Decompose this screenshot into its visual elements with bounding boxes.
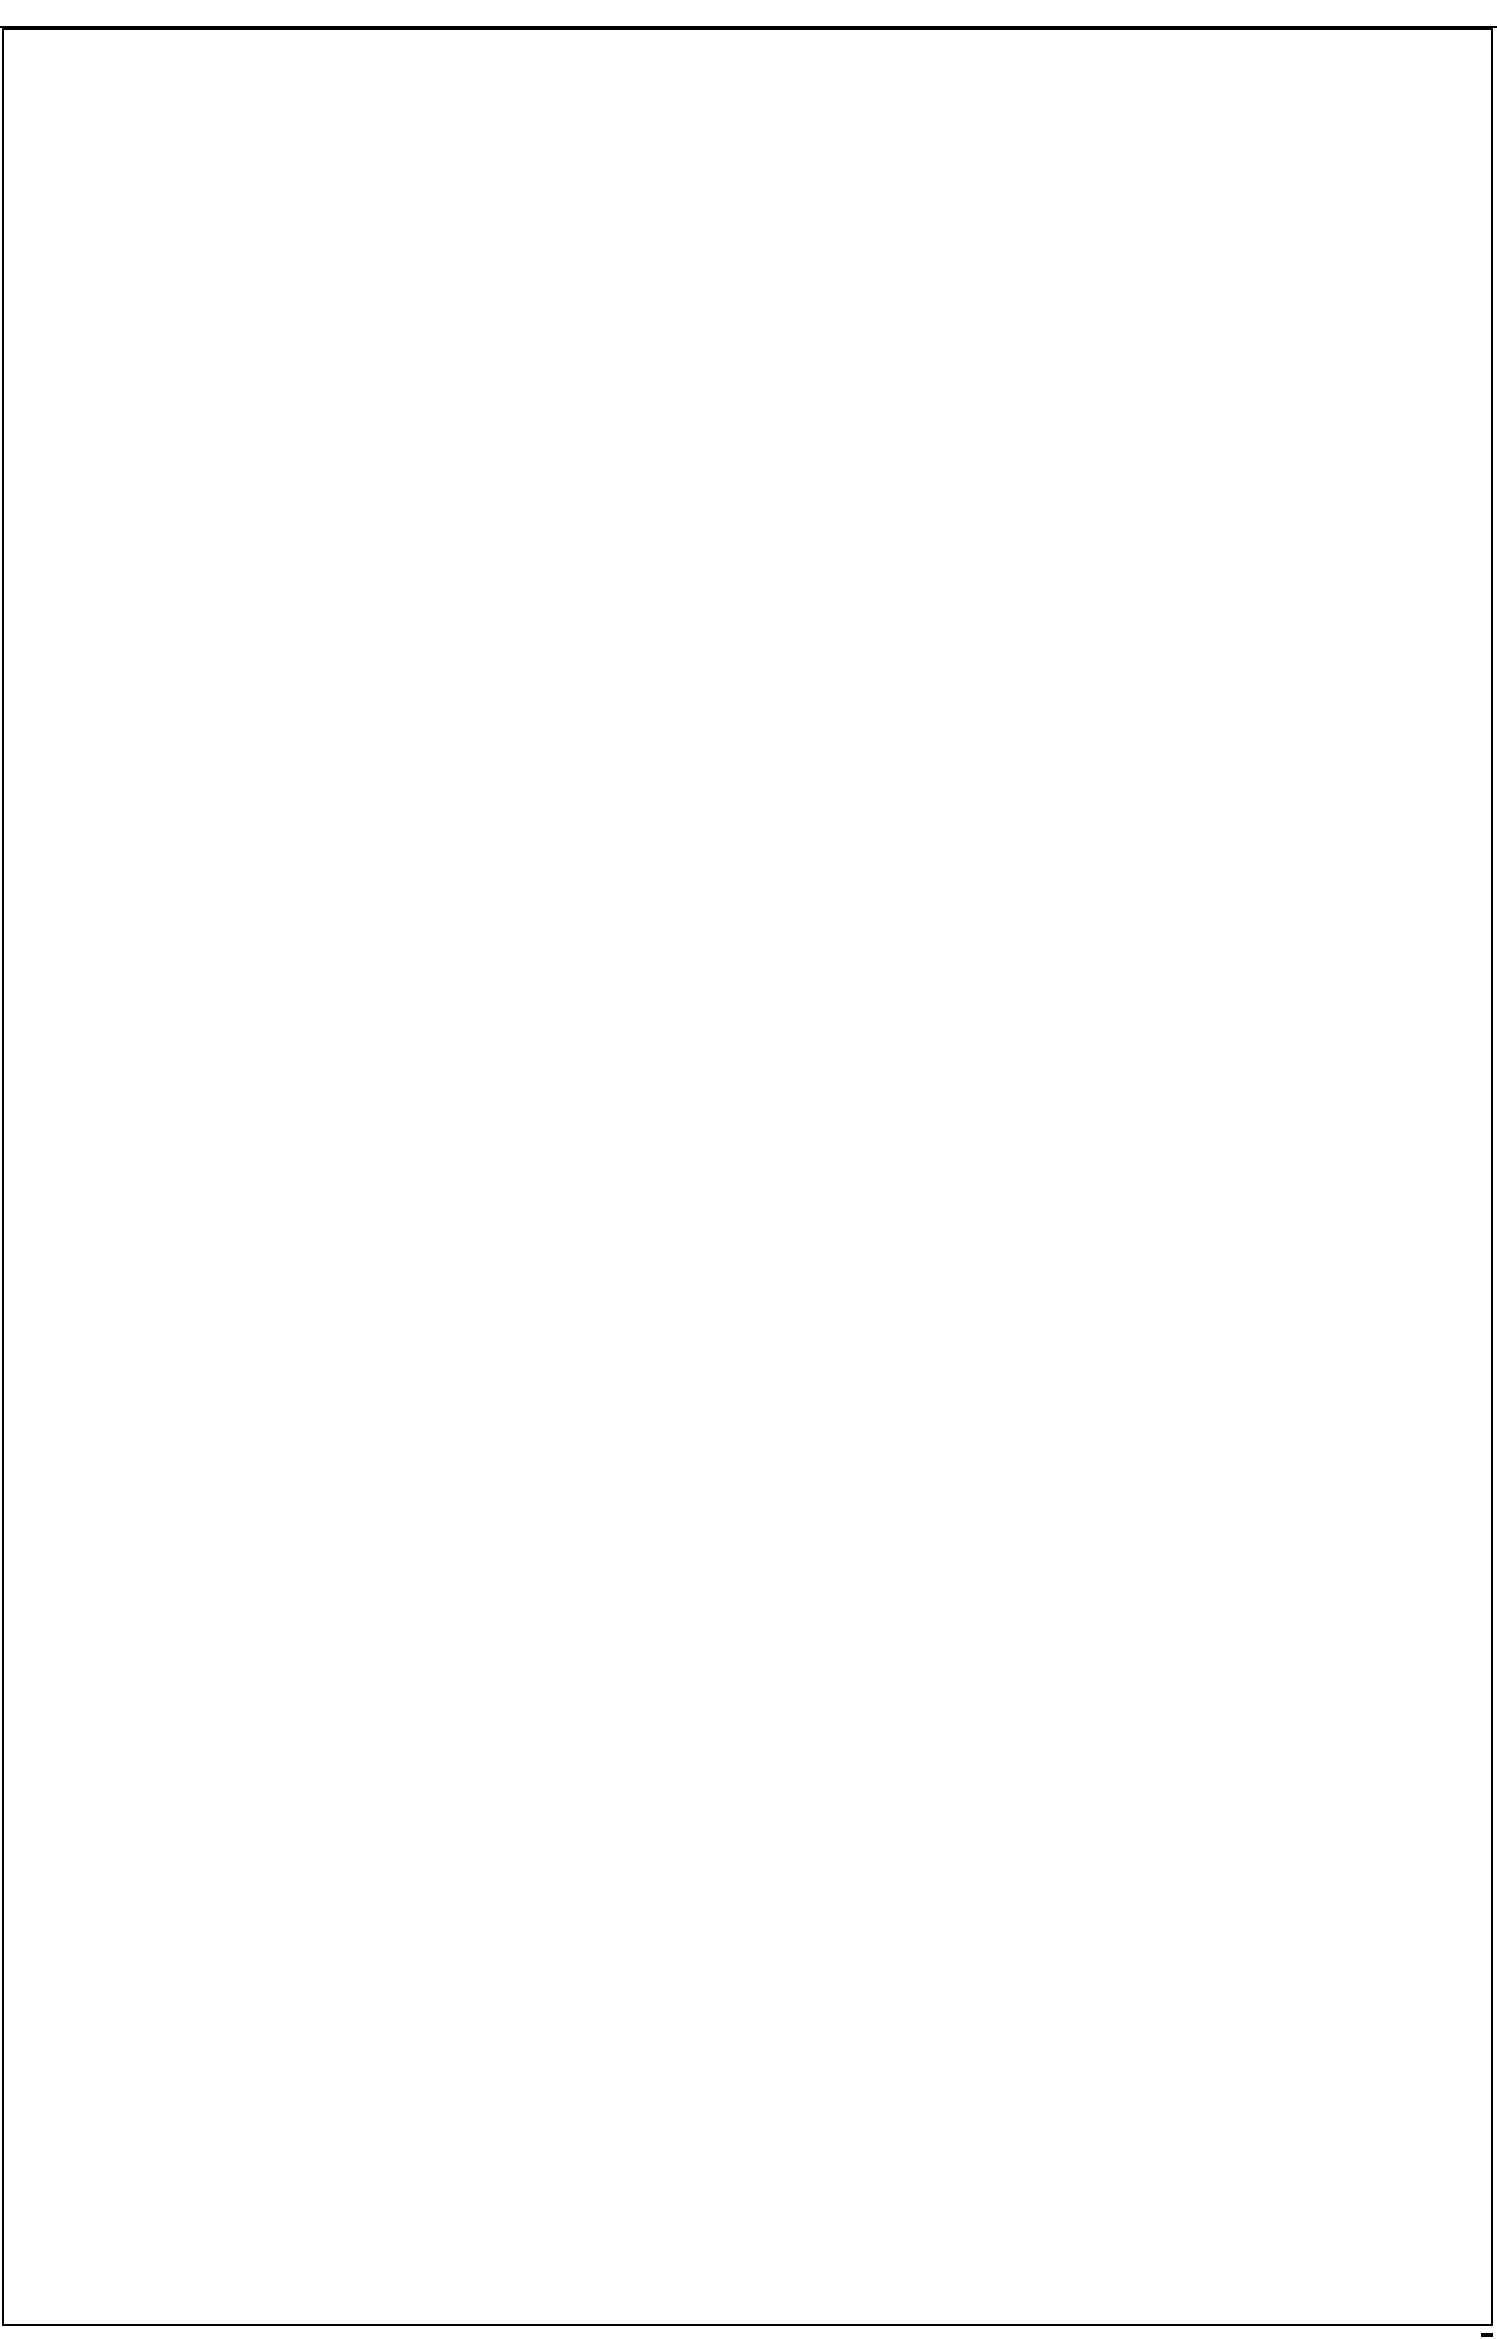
page-frame [2, 28, 1493, 2326]
page-header [0, 0, 1497, 28]
see-next-label [1481, 2333, 1493, 2337]
